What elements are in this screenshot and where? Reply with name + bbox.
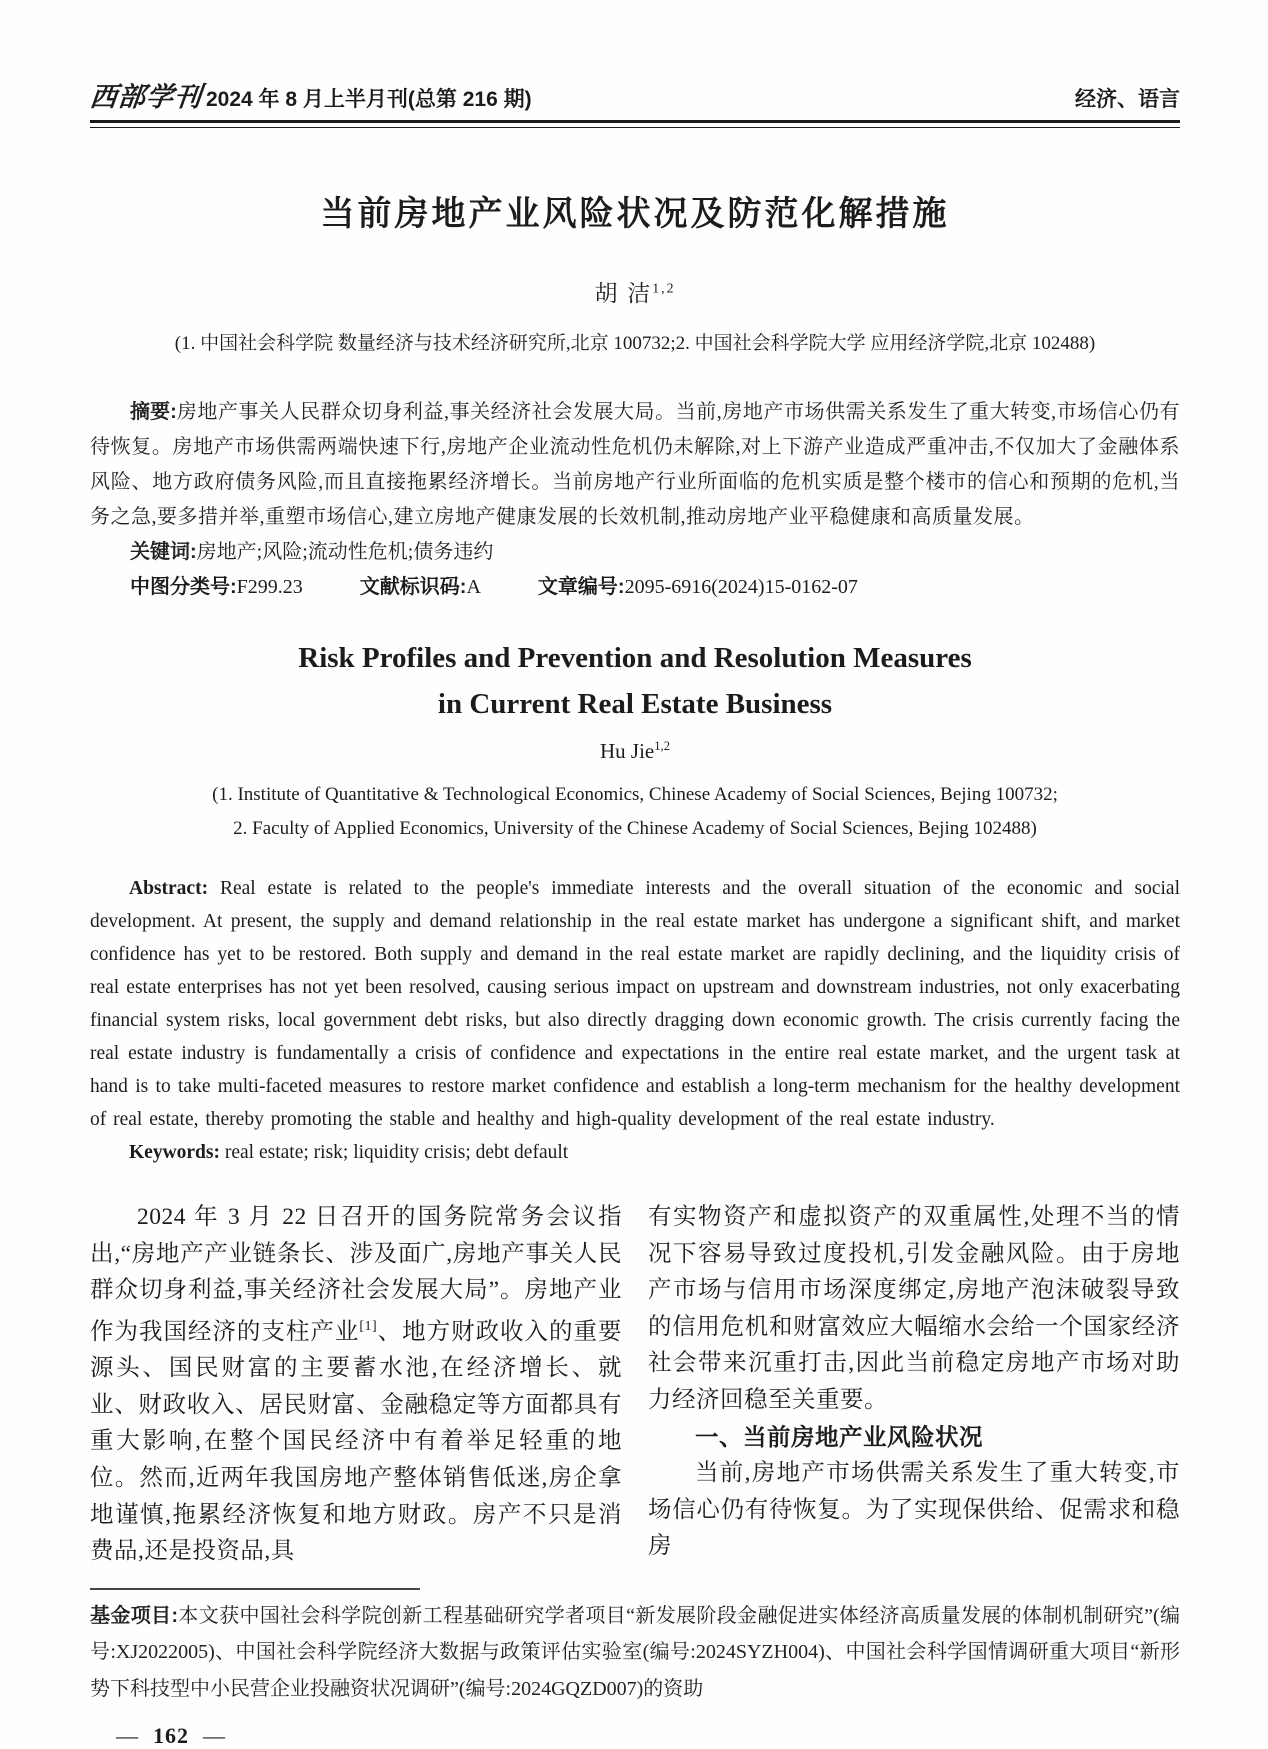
english-title-line2: in Current Real Estate Business xyxy=(437,688,833,720)
clc-number xyxy=(130,576,303,598)
fund-note xyxy=(90,1598,1180,1708)
article-id xyxy=(538,576,858,598)
body-right-column xyxy=(648,1199,1180,1570)
footnote-divider xyxy=(90,1588,420,1590)
page-number-dash-right: — xyxy=(203,1723,226,1749)
header-divider xyxy=(90,120,1180,128)
header-left xyxy=(90,84,532,111)
abstract-label: 摘要: xyxy=(130,401,177,423)
fund-note-label: 基金项目: xyxy=(90,1604,179,1627)
english-author-text: Hu Jie xyxy=(600,739,655,763)
issue-info: 2024 年 8 月上半月刊(总第 216 期) xyxy=(206,87,532,111)
english-author-affil-marker: 1,2 xyxy=(654,739,670,753)
english-title-line1: Risk Profiles and Prevention and Resolution Measures xyxy=(298,642,972,674)
page-title: 当前房地产业风险状况及防范化解措施 xyxy=(320,195,950,233)
english-author xyxy=(90,739,1180,764)
page-header xyxy=(90,84,1180,111)
keywords-label: 关键词: xyxy=(130,541,197,563)
english-keywords-text: real estate; risk; liquidity crisis; debt default xyxy=(224,1142,569,1163)
journal-logo: 西部学刊 xyxy=(88,82,204,112)
doc-code xyxy=(360,576,481,598)
author-name xyxy=(90,275,1180,308)
author-name-text: 胡 洁 xyxy=(594,281,653,306)
doc-code-label: 文献标识码: xyxy=(359,576,467,598)
english-affiliation-1: (1. Institute of Quantitative & Technological Economics, Chinese Academy of Social Sciences, Bejing 100732; xyxy=(212,784,1058,805)
clc-value: F299.23 xyxy=(236,576,303,598)
english-abstract-text: Real estate is related to the people's immediate interests and the overall situation of the economic and social development. At present, the supply and demand relationship in the real estate market has undergone a significant shift, and market confidence has yet to be restored. Both supply and demand in the real estate market are rapidly declining, and the liquidity crisis of real estate enterprises has not yet been resolved, causing serious impact on upstream and downstream industries, not only exacerbating financial system risks, local government debt risks, but also directly dragging down economic growth. The crisis currently facing the real estate industry is fundamentally a crisis of confidence and expectations in the entire real estate market, and the urgent task at hand is to take multi-faceted measures to restore market confidence and establish a long-term mechanism for the healthy development of real estate, thereby promoting the stable and healthy and high-quality development of the real estate industry. xyxy=(90,878,1180,1130)
abstract-zh xyxy=(90,395,1180,535)
page-number xyxy=(90,1723,1180,1749)
english-affiliation-2: 2. Faculty of Applied Economics, University of the Chinese Academy of Social Sciences, Bejing 102488) xyxy=(233,818,1037,839)
body-paragraph-1-text: 2024 年 3 月 22 日召开的国务院常务会议指出,“房地产产业链条长、涉及面广,房地产事关人民群众切身利益,事关经济社会发展大局”。房地产业作为我国经济的支柱产业 xyxy=(90,1204,622,1345)
english-abstract-label: Abstract: xyxy=(129,878,209,899)
doc-code-value: A xyxy=(466,576,481,598)
fund-note-text: 本文获中国社会科学院创新工程基础研究学者项目“新发展阶段金融促进实体经济高质量发展的体制机制研究”(编号:XJ2022005)、中国社会科学院经济大数据与政策评估实验室(编号:2024SYZH004)、中国社会科学国情调研重大项目“新形势下科技型中小民营企业投融资状况调研”(编号:2024GQZD007)的资助 xyxy=(90,1604,1180,1700)
body-columns xyxy=(90,1199,1180,1570)
reference-marker-1: [1] xyxy=(359,1318,378,1334)
english-keywords xyxy=(90,1136,1180,1169)
author-affiliation: (1. 中国社会科学院 数量经济与技术经济研究所,北京 100732;2. 中国社会科学院大学 应用经济学院,北京 102488) xyxy=(174,333,1096,354)
body-paragraph-1-cont: 、地方财政收入的重要源头、国民财富的主要蓄水池,在经济增长、就业、财政收入、居民财富、金融稳定等方面都具有重大影响,在整个国民经济中有着举足轻重的地位。然而,近两年我国房地产整体销售低迷,房企拿地谨慎,拖累经济恢复和地方财政。房产不只是消费品,还是投资品,具 xyxy=(90,1318,622,1565)
body-left-column xyxy=(90,1199,622,1570)
section-heading-1: 一、当前房地产业风险状况 xyxy=(695,1423,983,1450)
english-abstract xyxy=(90,872,1180,1136)
page-number-dash-left: — xyxy=(116,1723,139,1749)
keywords-zh xyxy=(90,535,1180,570)
page-number-value: 162 xyxy=(153,1723,189,1749)
section-label: 经济、语言 xyxy=(1075,87,1180,111)
abstract-text: 房地产事关人民群众切身利益,事关经济社会发展大局。当前,房地产市场供需关系发生了重大转变,市场信心仍有待恢复。房地产市场供需两端快速下行,房地产企业流动性危机仍未解除,对上下游产业造成严重冲击,不仅加大了金融体系风险、地方政府债务风险,而且直接拖累经济增长。当前房地产行业所面临的危机实质是整个楼市的信心和预期的危机,当务之急,要多措并举,重塑市场信心,建立房地产健康发展的长效机制,推动房地产业平稳健康和高质量发展。 xyxy=(90,401,1181,528)
author-affil-marker: 1,2 xyxy=(652,280,676,296)
body-paragraph-1 xyxy=(90,1199,622,1570)
english-affiliations xyxy=(90,778,1180,846)
article-id-label: 文章编号: xyxy=(537,576,625,598)
clc-label: 中图分类号: xyxy=(130,576,237,598)
body-paragraph-2: 当前,房地产市场供需关系发生了重大转变,市场信心仍有待恢复。为了实现保供给、促需求和稳房 xyxy=(648,1460,1180,1560)
english-title xyxy=(90,635,1180,727)
keywords-text: 房地产;风险;流动性危机;债务违约 xyxy=(196,541,494,563)
english-keywords-label: Keywords: xyxy=(129,1142,220,1163)
meta-line xyxy=(90,570,1180,605)
article-id-value: 2095-6916(2024)15-0162-07 xyxy=(624,576,858,598)
body-paragraph-1-continued: 有实物资产和虚拟资产的双重属性,处理不当的情况下容易导致过度投机,引发金融风险。由于房地产市场与信用市场深度绑定,房地产泡沫破裂导致的信用危机和财富效应大幅缩水会给一个国家经济社会带来沉重打击,因此当前稳定房地产市场对助力经济回稳至关重要。 xyxy=(648,1204,1180,1413)
